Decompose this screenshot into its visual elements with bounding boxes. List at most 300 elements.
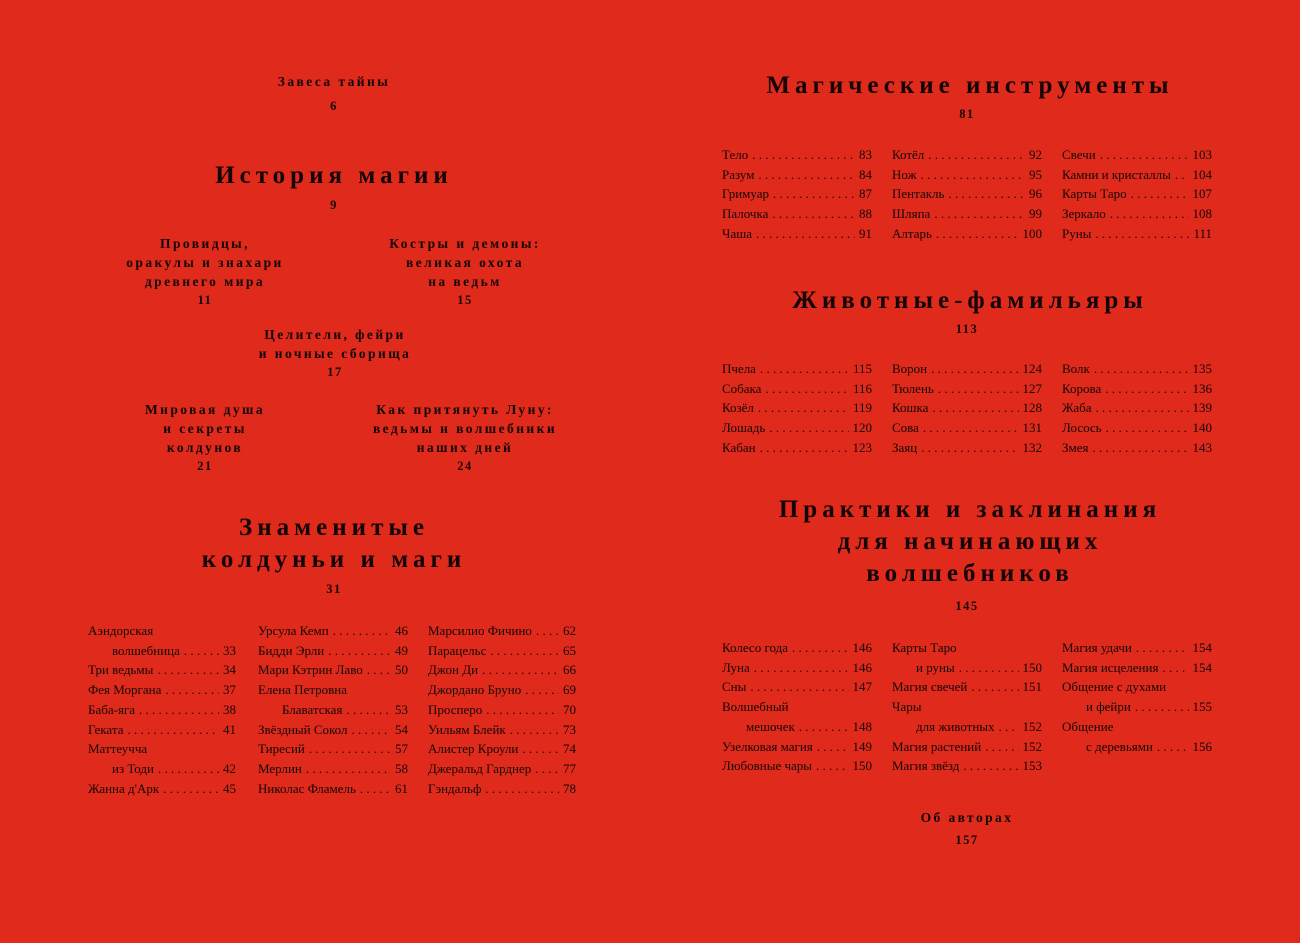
toc-entry-page: 42 — [223, 760, 236, 776]
toc-leader-dots — [522, 739, 559, 759]
subsection-moon-page: 24 — [457, 459, 473, 473]
toc-leader-dots — [750, 677, 848, 697]
toc-entry[interactable] — [892, 677, 1042, 697]
toc-entry[interactable] — [258, 779, 408, 799]
toc-entry[interactable] — [1062, 145, 1212, 165]
toc-entry[interactable] — [722, 204, 872, 224]
toc-entry-page: 147 — [852, 679, 872, 695]
toc-entry-title: Сова — [892, 420, 919, 436]
toc-leader-dots — [184, 641, 219, 661]
toc-entry-page: 58 — [395, 760, 408, 776]
toc-entry[interactable] — [428, 720, 576, 740]
toc-entry-title: Тиресий — [258, 741, 305, 757]
toc-entry-page: 152 — [1022, 718, 1042, 734]
toc-leader-dots — [752, 145, 855, 165]
toc-leader-dots — [1100, 145, 1189, 165]
toc-leader-dots — [1135, 697, 1189, 717]
subsection-healers-page: 17 — [327, 365, 343, 379]
toc-entry[interactable] — [892, 204, 1042, 224]
toc-entry-title: Урсула Кемп — [258, 623, 329, 638]
toc-entry[interactable] — [258, 739, 408, 759]
toc-entry[interactable] — [258, 621, 408, 641]
toc-entry-title: Свечи — [1062, 147, 1096, 162]
toc-entry-title: Жанна д'Арк — [88, 780, 160, 796]
toc-entry[interactable] — [892, 717, 1042, 737]
toc-entry[interactable] — [722, 756, 872, 776]
toc-entry-title: Мари Кэтрин Лаво — [258, 662, 363, 678]
section-history-page: 9 — [330, 198, 338, 212]
toc-leader-dots — [931, 359, 1018, 379]
toc-entry[interactable] — [88, 700, 236, 720]
toc-entry-page: 143 — [1192, 439, 1212, 455]
toc-entry-title: Котёл — [892, 147, 925, 162]
toc-entry[interactable] — [428, 660, 576, 680]
subsection-fires[interactable] — [350, 234, 580, 309]
toc-entry[interactable] — [722, 438, 872, 458]
toc-entry-title: Шляпа — [892, 206, 931, 222]
toc-entry[interactable] — [892, 418, 1042, 438]
toc-entry-page: 49 — [395, 642, 408, 658]
toc-entry-page: 120 — [852, 420, 872, 436]
toc-entry[interactable] — [1062, 398, 1212, 418]
toc-entry-page: 140 — [1192, 420, 1212, 436]
toc-leader-dots — [158, 759, 219, 779]
toc-entry[interactable] — [892, 379, 1042, 399]
toc-entry[interactable] — [892, 438, 1042, 458]
toc-entry-page: 45 — [223, 780, 236, 796]
toc-entry[interactable] — [722, 145, 872, 165]
subsection-fires-line1: Костры и демоны: — [389, 236, 541, 251]
toc-leader-dots — [351, 720, 391, 740]
toc-entry[interactable] — [258, 680, 408, 700]
toc-leader-dots — [1157, 737, 1189, 757]
toc-leader-dots — [934, 204, 1025, 224]
subsection-moon[interactable] — [340, 400, 590, 475]
toc-entry-title: Козёл — [722, 400, 754, 416]
toc-entry[interactable] — [722, 379, 872, 399]
toc-entry[interactable] — [722, 737, 872, 757]
toc-leader-dots — [525, 680, 559, 700]
toc-entry-page: 62 — [563, 623, 576, 638]
toc-entry[interactable] — [722, 658, 872, 678]
toc-entry[interactable] — [88, 779, 236, 799]
subsection-fires-line2: великая охота — [406, 255, 524, 270]
toc-entry-page: 73 — [563, 721, 576, 737]
toc-entry-page: 91 — [859, 225, 872, 241]
toc-entry[interactable] — [428, 700, 576, 720]
toc-leader-dots — [760, 438, 849, 458]
subsection-world-soul-line2: и секреты — [163, 421, 247, 436]
toc-entry-page: 99 — [1029, 206, 1042, 222]
toc-leader-dots — [921, 438, 1018, 458]
toc-entry-title: Елена Петровна — [258, 682, 348, 698]
toc-entry-title: мешочек — [746, 718, 795, 734]
toc-entry-page: 146 — [852, 659, 872, 675]
famous-column-3 — [428, 621, 576, 798]
toc-entry-page: 65 — [563, 642, 576, 658]
toc-entry-title: Камни и кристаллы — [1062, 166, 1171, 182]
toc-leader-dots — [948, 184, 1025, 204]
toc-leader-dots — [1106, 418, 1189, 438]
familiars-column-3 — [1062, 359, 1212, 458]
toc-entry[interactable] — [428, 739, 576, 759]
section-practices-page: 145 — [955, 599, 979, 613]
toc-entry-title: Бидди Эрли — [258, 642, 325, 658]
section-authors-page: 157 — [955, 833, 979, 847]
toc-entry[interactable] — [1062, 418, 1212, 438]
toc-leader-dots — [139, 700, 219, 720]
toc-entry[interactable] — [1062, 658, 1212, 678]
toc-entry-page: 135 — [1192, 361, 1212, 376]
toc-entry[interactable] — [88, 739, 236, 759]
toc-entry-title: Блаватская — [282, 701, 343, 717]
toc-entry-page: 95 — [1029, 166, 1042, 182]
section-veil-title[interactable]: Завеса тайны — [277, 74, 391, 89]
toc-leader-dots — [536, 621, 559, 641]
toc-entry-title: Собака — [722, 380, 762, 396]
toc-entry-title: с деревьями — [1086, 738, 1153, 754]
section-practices-title-line1: Практики и заклинания — [778, 496, 1162, 523]
subsection-world-soul[interactable] — [90, 400, 320, 475]
toc-entry-page: 54 — [395, 721, 408, 737]
subsection-seers-line1: Провидцы, — [160, 236, 250, 251]
toc-leader-dots — [773, 184, 855, 204]
familiars-column-1 — [722, 359, 872, 458]
toc-entry-title: Аэндорская — [88, 623, 154, 638]
toc-leader-dots — [760, 359, 849, 379]
toc-entry-title: Мерлин — [258, 760, 302, 776]
toc-entry[interactable] — [892, 756, 1042, 776]
toc-entry-page: 100 — [1022, 225, 1042, 241]
famous-column-2 — [258, 621, 408, 798]
practices-column-1 — [722, 638, 872, 776]
toc-entry[interactable] — [1062, 697, 1212, 717]
toc-entry-title: волшебница — [112, 642, 180, 658]
toc-entry-title: Геката — [88, 721, 124, 737]
toc-entry-page: 123 — [852, 439, 872, 455]
toc-entry[interactable] — [722, 717, 872, 737]
toc-entry[interactable] — [1062, 359, 1212, 379]
toc-entry-title: Чары — [892, 699, 922, 715]
toc-entry-title: и фейри — [1086, 699, 1131, 715]
toc-leader-dots — [963, 756, 1018, 776]
toc-leader-dots — [1094, 359, 1189, 379]
toc-leader-dots — [936, 224, 1019, 244]
section-tools-page: 81 — [959, 107, 975, 121]
subsection-fires-page: 15 — [457, 293, 473, 307]
toc-entry[interactable] — [428, 759, 576, 779]
toc-entry[interactable] — [722, 398, 872, 418]
subsection-world-soul-line3: колдунов — [166, 440, 244, 455]
toc-leader-dots — [367, 660, 391, 680]
toc-entry[interactable] — [892, 737, 1042, 757]
toc-entry-page: 61 — [395, 780, 408, 796]
toc-entry-title: из Тоди — [112, 760, 155, 776]
toc-entry-title: Фея Моргана — [88, 682, 162, 698]
toc-entry-title: Тело — [722, 147, 749, 162]
toc-entry-title: Нож — [892, 166, 917, 182]
toc-entry[interactable] — [892, 359, 1042, 379]
toc-entry-page: 46 — [395, 623, 408, 638]
toc-entry-title: Кабан — [722, 439, 756, 455]
toc-leader-dots — [817, 737, 849, 757]
toc-entry[interactable] — [1062, 224, 1212, 244]
subsection-moon-line2: ведьмы и волшебники — [372, 421, 558, 436]
toc-entry[interactable] — [892, 697, 1042, 717]
toc-entry-page: 116 — [852, 380, 872, 396]
toc-entry[interactable] — [722, 165, 872, 185]
toc-entry-title: Палочка — [722, 206, 769, 222]
subsection-healers-line1: Целители, фейри — [264, 327, 406, 342]
toc-entry-title: Баба-яга — [88, 701, 136, 717]
toc-entry[interactable] — [88, 621, 236, 641]
toc-entry-title: Пентакль — [892, 186, 945, 202]
toc-leader-dots — [157, 660, 219, 680]
toc-entry[interactable] — [88, 759, 236, 779]
toc-entry-page: 131 — [1022, 420, 1042, 436]
toc-entry-page: 74 — [563, 741, 576, 757]
section-practices-title[interactable] — [690, 494, 1250, 590]
toc-entry-title: Алтарь — [892, 225, 932, 241]
toc-entry-page: 128 — [1022, 400, 1042, 416]
section-authors-title[interactable]: Об авторах — [920, 810, 1014, 825]
toc-entry-title: Карты Таро — [892, 640, 957, 655]
toc-entry-page: 107 — [1192, 186, 1212, 202]
toc-entry-title: Общение — [1062, 718, 1114, 734]
familiars-column-2 — [892, 359, 1042, 458]
toc-entry-page: 149 — [852, 738, 872, 754]
toc-entry-title: Корова — [1062, 380, 1102, 396]
toc-entry-page: 139 — [1192, 400, 1212, 416]
toc-entry[interactable] — [892, 224, 1042, 244]
toc-leader-dots — [333, 621, 391, 641]
toc-entry-title: Лошадь — [722, 420, 766, 436]
toc-entry-title: Кошка — [892, 400, 929, 416]
toc-entry[interactable] — [892, 165, 1042, 185]
section-practices-title-line3: волшебников — [866, 560, 1074, 587]
toc-entry-title: Колесо года — [722, 640, 788, 655]
toc-entry[interactable] — [428, 621, 576, 641]
toc-entry-page: 92 — [1029, 147, 1042, 162]
toc-entry-title: Магия растений — [892, 738, 982, 754]
toc-entry[interactable] — [88, 660, 236, 680]
toc-entry[interactable] — [722, 638, 872, 658]
toc-entry[interactable] — [258, 700, 408, 720]
toc-entry[interactable] — [722, 677, 872, 697]
toc-entry-title: Змея — [1062, 439, 1089, 455]
toc-entry[interactable] — [258, 660, 408, 680]
toc-leader-dots — [772, 204, 855, 224]
toc-leader-dots — [1162, 658, 1188, 678]
toc-leader-dots — [932, 398, 1018, 418]
toc-leader-dots — [1175, 165, 1189, 185]
toc-entry-page: 103 — [1192, 147, 1212, 162]
toc-entry[interactable] — [88, 641, 236, 661]
toc-entry-title: Пчела — [722, 361, 756, 376]
toc-entry-page: 37 — [223, 682, 236, 698]
toc-entry-page: 150 — [852, 758, 872, 774]
toc-entry[interactable] — [722, 224, 872, 244]
toc-entry-page: 127 — [1022, 380, 1042, 396]
toc-entry[interactable] — [1062, 438, 1212, 458]
toc-entry[interactable] — [258, 759, 408, 779]
subsection-healers[interactable] — [200, 325, 470, 381]
toc-entry-title: Общение с духами — [1062, 679, 1167, 695]
toc-entry[interactable] — [1062, 184, 1212, 204]
toc-entry[interactable] — [1062, 638, 1212, 658]
toc-entry-title: Просперо — [428, 701, 483, 717]
toc-leader-dots — [1095, 398, 1188, 418]
toc-entry-page: 57 — [395, 741, 408, 757]
toc-entry-page: 108 — [1192, 206, 1212, 222]
toc-entry[interactable] — [1062, 379, 1212, 399]
toc-entry[interactable] — [1062, 165, 1212, 185]
toc-leader-dots — [816, 756, 848, 776]
toc-entry[interactable] — [892, 184, 1042, 204]
toc-entry[interactable] — [1062, 737, 1212, 757]
toc-entry-page: 41 — [223, 721, 236, 737]
toc-entry-page: 66 — [563, 662, 576, 678]
toc-entry-page: 84 — [859, 166, 872, 182]
toc-leader-dots — [306, 759, 391, 779]
toc-entry-title: Руны — [1062, 225, 1092, 241]
subsection-fires-line3: на ведьм — [428, 274, 502, 289]
toc-entry-page: 119 — [852, 400, 872, 416]
toc-entry-page: 104 — [1192, 166, 1212, 182]
subsection-world-soul-line1: Мировая душа — [144, 402, 266, 417]
subsection-seers[interactable] — [90, 234, 320, 309]
subsection-moon-line3: наших дней — [416, 440, 514, 455]
tools-column-3 — [1062, 145, 1212, 244]
toc-leader-dots — [765, 379, 849, 399]
toc-entry-page: 33 — [223, 642, 236, 658]
toc-entry[interactable] — [258, 720, 408, 740]
toc-leader-dots — [1136, 638, 1189, 658]
toc-leader-dots — [1110, 204, 1189, 224]
toc-entry[interactable] — [1062, 204, 1212, 224]
toc-leader-dots — [756, 224, 855, 244]
toc-leader-dots — [999, 717, 1019, 737]
toc-entry-title: Жаба — [1062, 400, 1092, 416]
toc-entry-page: 70 — [563, 701, 576, 717]
toc-entry-title: Магия звёзд — [892, 758, 960, 774]
toc-leader-dots — [792, 638, 849, 658]
toc-entry[interactable] — [892, 658, 1042, 678]
subsection-seers-line2: оракулы и знахари — [126, 255, 284, 270]
toc-entry-page: 53 — [395, 701, 408, 717]
toc-entry[interactable] — [722, 184, 872, 204]
toc-entry[interactable] — [892, 638, 1042, 658]
toc-entry-title: Парацельс — [428, 642, 487, 658]
toc-entry-page: 152 — [1022, 738, 1042, 754]
toc-entry-title: Марсилио Фичино — [428, 623, 532, 638]
section-famous-title[interactable] — [134, 512, 534, 576]
toc-entry-page: 77 — [563, 760, 576, 776]
toc-entry-title: Гэндальф — [428, 780, 482, 796]
toc-entry[interactable] — [1062, 677, 1212, 697]
toc-entry[interactable] — [428, 680, 576, 700]
toc-entry-page: 50 — [395, 662, 408, 678]
toc-entry-title: Магия исцеления — [1062, 659, 1159, 675]
toc-leader-dots — [482, 660, 559, 680]
toc-entry-title: Волк — [1062, 361, 1090, 376]
toc-leader-dots — [959, 658, 1019, 678]
toc-entry[interactable] — [88, 720, 236, 740]
toc-entry-title: Разум — [722, 166, 755, 182]
toc-entry-page: 155 — [1192, 699, 1212, 715]
practices-column-3 — [1062, 638, 1212, 756]
toc-leader-dots — [938, 379, 1019, 399]
toc-entry-title: Магия свечей — [892, 679, 968, 695]
toc-entry-title: Ворон — [892, 361, 928, 376]
toc-leader-dots — [490, 641, 559, 661]
toc-entry-title: Зеркало — [1062, 206, 1106, 222]
section-history-title[interactable]: История магии — [215, 162, 453, 189]
section-familiars-title[interactable]: Животные-фамильяры — [792, 287, 1148, 314]
toc-leader-dots — [165, 680, 219, 700]
toc-entry-page: 34 — [223, 662, 236, 678]
toc-entry[interactable] — [722, 697, 872, 717]
section-practices-title-line2: для начинающих — [837, 528, 1103, 555]
section-tools-title[interactable]: Магические инструменты — [766, 72, 1174, 99]
toc-entry-title: Сны — [722, 679, 747, 695]
toc-leader-dots — [346, 700, 391, 720]
toc-leader-dots — [360, 779, 391, 799]
toc-entry[interactable] — [722, 359, 872, 379]
toc-entry[interactable] — [892, 398, 1042, 418]
toc-entry-page: 69 — [563, 682, 576, 698]
toc-entry-page: 38 — [223, 701, 236, 717]
toc-entry-title: и руны — [916, 659, 955, 675]
toc-leader-dots — [985, 737, 1018, 757]
toc-entry-page: 136 — [1192, 380, 1212, 396]
toc-entry-page: 111 — [1193, 225, 1212, 241]
toc-entry[interactable] — [428, 779, 576, 799]
toc-entry-title: Звёздный Сокол — [258, 721, 348, 737]
toc-entry-page: 150 — [1022, 659, 1042, 675]
toc-entry[interactable] — [722, 418, 872, 438]
toc-entry[interactable] — [892, 145, 1042, 165]
subsection-seers-line3: древнего мира — [144, 274, 266, 289]
toc-leader-dots — [928, 145, 1025, 165]
toc-leader-dots — [758, 165, 855, 185]
toc-entry-page: 154 — [1192, 640, 1212, 655]
section-familiars-page: 113 — [955, 322, 979, 336]
toc-entry[interactable] — [88, 680, 236, 700]
toc-entry[interactable] — [428, 641, 576, 661]
toc-leader-dots — [1095, 224, 1189, 244]
toc-entry-title: Маттеучча — [88, 741, 148, 757]
toc-leader-dots — [921, 165, 1025, 185]
subsection-seers-page: 11 — [197, 293, 213, 307]
toc-entry-title: Джеральд Гарднер — [428, 760, 532, 776]
section-famous-page: 31 — [326, 582, 342, 596]
toc-entry-page: 83 — [859, 147, 872, 162]
toc-leader-dots — [510, 720, 559, 740]
toc-entry[interactable] — [258, 641, 408, 661]
toc-entry-title: Карты Таро — [1062, 186, 1127, 202]
toc-entry[interactable] — [1062, 717, 1212, 737]
toc-entry-page: 148 — [852, 718, 872, 734]
toc-leader-dots — [486, 700, 559, 720]
toc-leader-dots — [163, 779, 219, 799]
toc-leader-dots — [1093, 438, 1189, 458]
toc-entry-title: Лосось — [1062, 420, 1102, 436]
toc-entry-page: 154 — [1192, 659, 1212, 675]
section-famous-title-line2: колдуньи и маги — [201, 546, 467, 573]
section-famous-title-line1: Знаменитые — [239, 514, 429, 541]
toc-entry-title: Волшебный — [722, 699, 789, 715]
